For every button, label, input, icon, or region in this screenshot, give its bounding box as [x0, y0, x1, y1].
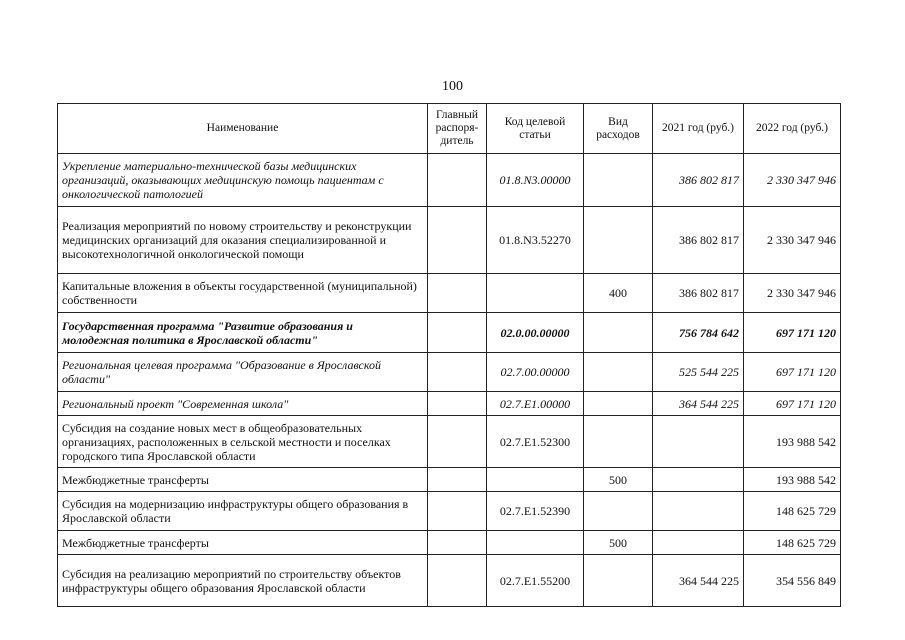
row-code	[487, 468, 584, 492]
row-admin	[428, 392, 487, 416]
row-name: Субсидия на создание новых мест в общеобразовательных организациях, расположенных в сельской местности и поселках городского типа Ярославской области	[58, 416, 428, 468]
table-row	[58, 313, 841, 353]
row-code: 01.8.N3.00000	[487, 154, 584, 207]
row-code: 02.7.E1.52300	[487, 416, 584, 468]
row-vid: 400	[584, 274, 653, 313]
header-name: Наименование	[58, 104, 428, 154]
budget-table	[57, 103, 841, 607]
table-row	[58, 207, 841, 274]
row-2021: 364 544 225	[653, 392, 744, 416]
row-name: Межбюджетные трансферты	[58, 531, 428, 555]
row-2022: 354 556 849	[744, 555, 841, 607]
row-2021: 386 802 817	[653, 207, 744, 274]
row-admin	[428, 531, 487, 555]
row-2021: 756 784 642	[653, 313, 744, 353]
table-header-row	[58, 104, 841, 154]
row-2021	[653, 492, 744, 531]
row-2022: 697 171 120	[744, 313, 841, 353]
row-2022: 2 330 347 946	[744, 207, 841, 274]
row-admin	[428, 207, 487, 274]
row-name: Межбюджетные трансферты	[58, 468, 428, 492]
row-name: Субсидия на реализацию мероприятий по строительству объектов инфраструктуры общего образования Ярославской области	[58, 555, 428, 607]
header-2021: 2021 год (руб.)	[653, 104, 744, 154]
row-vid	[584, 492, 653, 531]
row-name: Региональный проект "Современная школа"	[58, 392, 428, 416]
row-2022: 193 988 542	[744, 416, 841, 468]
row-vid	[584, 555, 653, 607]
row-admin	[428, 468, 487, 492]
row-vid	[584, 207, 653, 274]
table-row	[58, 274, 841, 313]
table-row	[58, 392, 841, 416]
header-2022: 2022 год (руб.)	[744, 104, 841, 154]
table-row	[58, 555, 841, 607]
table-row	[58, 531, 841, 555]
row-name: Субсидия на модернизацию инфраструктуры общего образования в Ярославской области	[58, 492, 428, 531]
row-2022: 697 171 120	[744, 392, 841, 416]
row-2021: 525 544 225	[653, 353, 744, 392]
row-code: 01.8.N3.52270	[487, 207, 584, 274]
row-code	[487, 274, 584, 313]
header-code: Код целевой статьи	[487, 104, 584, 154]
row-vid: 500	[584, 531, 653, 555]
row-admin	[428, 274, 487, 313]
row-2021: 386 802 817	[653, 274, 744, 313]
row-admin	[428, 492, 487, 531]
row-admin	[428, 416, 487, 468]
row-2022: 193 988 542	[744, 468, 841, 492]
row-2021	[653, 468, 744, 492]
row-2021: 364 544 225	[653, 555, 744, 607]
row-vid	[584, 392, 653, 416]
row-name: Укрепление материально-технической базы медицинских организаций, оказывающих медицинскую помощь пациентам с онкологической патологией	[58, 154, 428, 207]
header-vid: Вид расходов	[584, 104, 653, 154]
row-admin	[428, 313, 487, 353]
row-2022: 2 330 347 946	[744, 274, 841, 313]
header-admin: Главный распоря-дитель	[428, 104, 487, 154]
row-vid: 500	[584, 468, 653, 492]
row-code: 02.7.E1.55200	[487, 555, 584, 607]
row-vid	[584, 154, 653, 207]
row-code: 02.7.E1.52390	[487, 492, 584, 531]
row-vid	[584, 353, 653, 392]
row-admin	[428, 555, 487, 607]
row-name: Реализация мероприятий по новому строительству и реконструкции медицинских организаций для оказания специализированной и высокотехнологичной онкологической помощи	[58, 207, 428, 274]
row-vid	[584, 313, 653, 353]
row-2021	[653, 416, 744, 468]
row-2021: 386 802 817	[653, 154, 744, 207]
row-code: 02.7.00.00000	[487, 353, 584, 392]
row-2022: 148 625 729	[744, 492, 841, 531]
row-code: 02.7.E1.00000	[487, 392, 584, 416]
row-2022: 148 625 729	[744, 531, 841, 555]
row-code: 02.0.00.00000	[487, 313, 584, 353]
page-number: 100	[442, 79, 463, 94]
row-name: Государственная программа "Развитие образования и молодежная политика в Ярославской области"	[58, 313, 428, 353]
row-2021	[653, 531, 744, 555]
table-row	[58, 416, 841, 468]
table-row	[58, 468, 841, 492]
row-admin	[428, 353, 487, 392]
table-row	[58, 154, 841, 207]
table-row	[58, 353, 841, 392]
row-2022: 2 330 347 946	[744, 154, 841, 207]
row-code	[487, 531, 584, 555]
table-row	[58, 492, 841, 531]
row-name: Капитальные вложения в объекты государственной (муниципальной) собственности	[58, 274, 428, 313]
row-admin	[428, 154, 487, 207]
row-vid	[584, 416, 653, 468]
row-name: Региональная целевая программа "Образование в Ярославской области"	[58, 353, 428, 392]
row-2022: 697 171 120	[744, 353, 841, 392]
